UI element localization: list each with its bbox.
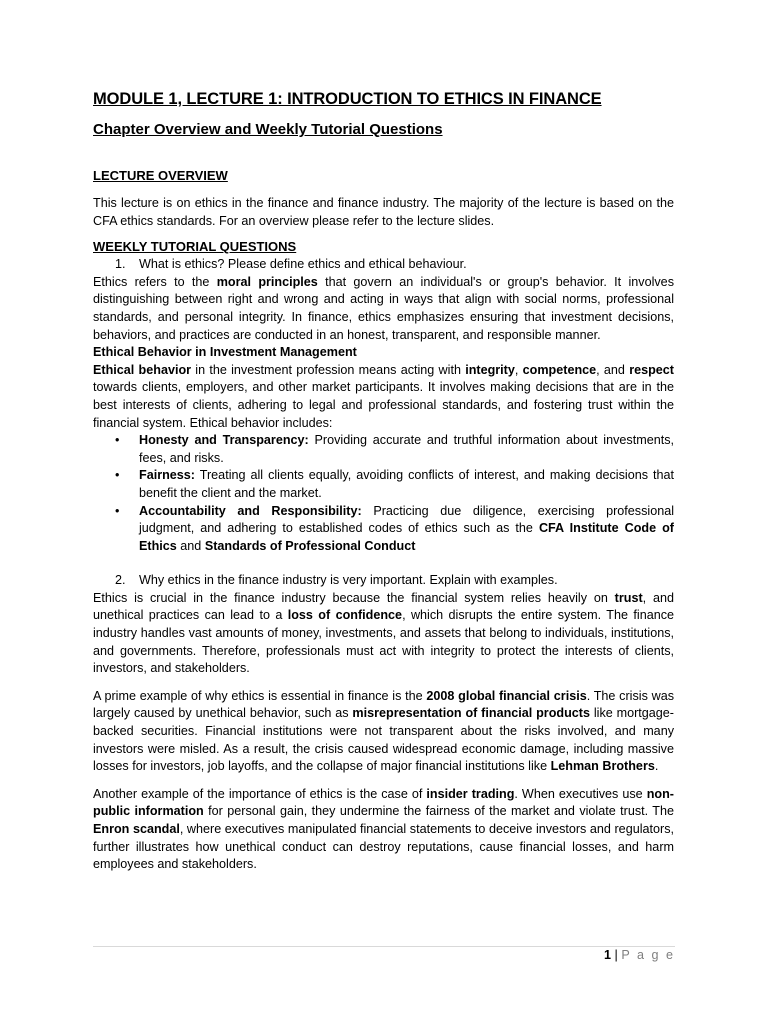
text-run: , and unethical practices can lead to a <box>93 590 674 623</box>
text-run: A prime example of why ethics is essential in finance is the <box>93 688 427 703</box>
text-run: , which disrupts the entire system. The finance industry handles vast amounts of money, investments, and assets that belong to individuals, institutions, and governments. Therefore, professionals must act with integrity to protect the interests of clients, investors, and stakeholders. <box>93 608 675 676</box>
question-text: Why ethics in the finance industry is very important. Explain with examples. <box>139 573 558 588</box>
bold-text: trust <box>614 590 643 605</box>
list-item <box>93 503 674 556</box>
bold-text: Honesty and Transparency: <box>139 433 309 448</box>
text-run: Treating all clients equally, avoiding conflicts of interest, and making decisions that benefit the client and the market. <box>139 468 674 500</box>
text-run: , <box>514 362 523 377</box>
list-item <box>93 432 674 467</box>
page-subtitle: Chapter Overview and Weekly Tutorial Questions <box>93 121 443 138</box>
bold-text: Accountability and Responsibility: <box>139 503 362 518</box>
page-title: MODULE 1, LECTURE 1: INTRODUCTION TO ETHICS IN FINANCE <box>93 90 602 108</box>
bold-text: non-public information <box>93 786 674 819</box>
q2-answer-paragraph-1 <box>93 590 674 678</box>
text-run: for personal gain, they undermine the fairness of the market and violate trust. The <box>203 804 675 819</box>
document-body <box>93 88 674 874</box>
text-run: Another example of the importance of ethics is the case of <box>93 786 427 801</box>
weekly-questions-heading: WEEKLY TUTORIAL QUESTIONS <box>93 239 297 255</box>
text-run: , where executives manipulated financial statements to deceive investors and regulators, further illustrates how unethical conduct can destroy reputations, cause financial losses, and harm employees and stakeholders. <box>93 822 674 872</box>
question-number: 2. <box>115 573 126 588</box>
bold-text: Standards of Professional Conduct <box>204 538 416 553</box>
ethical-behavior-list <box>93 432 674 555</box>
bold-text: Fairness: <box>139 468 195 483</box>
bold-text: Ethical behavior <box>93 362 192 377</box>
bold-text: Enron scandal <box>93 822 180 836</box>
page-label: P a g e <box>621 948 675 962</box>
text-run: that govern an individual's or group's behavior. It involves distinguishing between right and wrong and acting in ways that align with social norms, professional standards, and personal integrity. In finance, ethics emphasizes ensuring that investment decisions, behaviors, and practices are conducted in an honest, transparent, and responsible manner. <box>93 274 674 342</box>
page-number <box>604 948 675 962</box>
text-run: Providing accurate and truthful information about investments, fees, and risks. <box>139 433 674 465</box>
bold-text: loss of confidence <box>287 608 403 623</box>
footer-divider <box>93 946 675 947</box>
bold-text: moral principles <box>216 274 318 289</box>
bold-text: competence <box>522 362 597 377</box>
bold-text: misrepresentation of financial products <box>352 706 590 721</box>
text-run: . The crisis was largely caused by unethical behavior, such as <box>93 688 675 721</box>
bold-text: CFA Institute Code of Ethics <box>139 521 674 553</box>
bold-text: Lehman Brothers <box>550 759 655 774</box>
bullet-icon: • <box>115 503 120 518</box>
bold-text: 2008 global financial crisis <box>426 688 587 703</box>
text-run: Ethics refers to the <box>93 274 217 289</box>
q1-answer-paragraph-1 <box>93 274 674 344</box>
bold-text: insider trading <box>426 786 515 801</box>
question-2 <box>93 572 674 590</box>
q1-answer-paragraph-2 <box>93 362 674 432</box>
text-run: Ethics is crucial in the finance industry because the financial system relies heavily on <box>93 590 615 605</box>
bold-text: respect <box>629 362 674 377</box>
bold-text: integrity <box>465 362 515 377</box>
text-run: . <box>654 759 659 774</box>
text-run: in the investment profession means acting with <box>191 362 466 377</box>
text-run: like mortgage-backed securities. Financial institutions were not transparent about the risks involved, and many investors were misled. As a result, the crisis caused widespread economic damage, including massive losses for investors, job layoffs, and the collapse of major financial institutions like <box>93 706 674 774</box>
q1-subheading: Ethical Behavior in Investment Management <box>93 345 357 360</box>
lecture-overview-heading: LECTURE OVERVIEW <box>93 168 228 183</box>
text-run: Practicing due diligence, exercising professional judgment, and adhering to established codes of ethics such as the <box>139 503 674 536</box>
bullet-icon: • <box>115 468 120 483</box>
text-run: , and <box>596 362 630 377</box>
page-separator: | <box>614 948 618 962</box>
page-number-value: 1 <box>604 948 612 962</box>
question-text: What is ethics? Please define ethics and ethical behaviour. <box>139 257 467 272</box>
q2-answer-paragraph-3 <box>93 786 674 874</box>
list-item <box>93 467 674 502</box>
q2-answer-paragraph-2 <box>93 688 674 776</box>
text-run: and <box>176 538 205 553</box>
question-1 <box>93 256 674 274</box>
question-number: 1. <box>115 257 126 272</box>
bullet-icon: • <box>115 433 120 448</box>
text-run: . When executives use <box>514 786 647 801</box>
text-run: towards clients, employers, and other market participants. It involves making decisions that are in the best interests of clients, adhering to legal and professional standards, and fostering trust within the financial system. Ethical behavior includes: <box>93 380 674 430</box>
lecture-overview-text: This lecture is on ethics in the finance and finance industry. The majority of the lecture is based on the CFA ethics standards. For an overview please refer to the lecture slides. <box>93 196 674 228</box>
